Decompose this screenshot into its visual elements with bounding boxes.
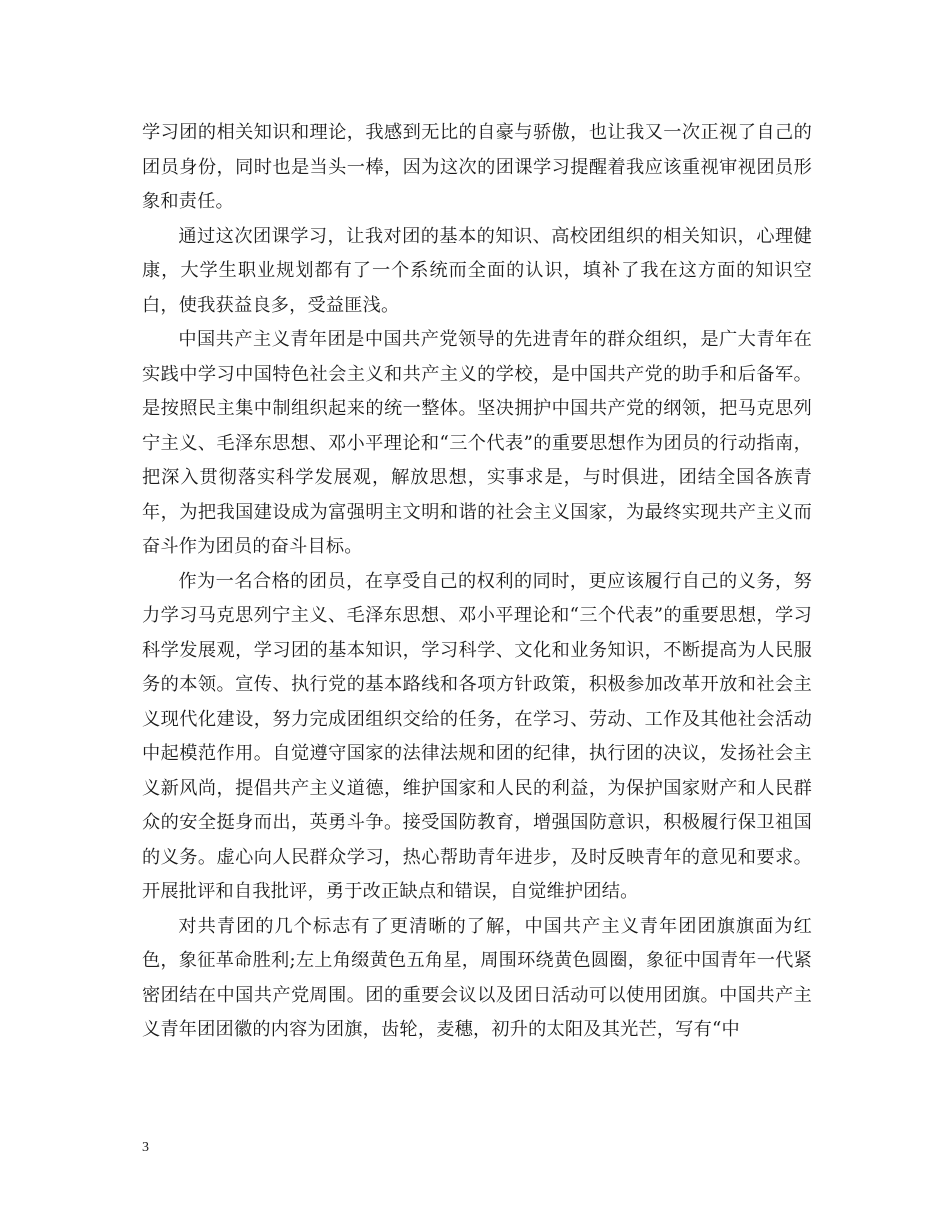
paragraph-3: 中国共产主义青年团是中国共产党领导的先进青年的群众组织，是广大青年在实践中学习中国特色社会主义和共产主义的学校，是中国共产党的助手和后备军。是按照民主集中制组织起来的统一整体。坚决拥护中国共产党的纲领，把马克思列宁主义、毛泽东思想、邓小平理论和“三个代表”的重要思想作为团员的行动指南，把深入贯彻落实科学发展观，解放思想，实事求是，与时俱进，团结全国各族青年，为把我国建设成为富强明主文明和谐的社会主义国家，为最终实现共产主义而奋斗作为团员的奋斗目标。 (142, 329, 812, 557)
page-number: 3 (142, 1140, 149, 1155)
paragraph-1: 学习团的相关知识和理论，我感到无比的自豪与骄傲，也让我又一次正视了自己的团员身份，同时也是当头一棒，因为这次的团课学习提醒着我应该重视审视团员形象和责任。 (142, 122, 812, 212)
paragraph-2: 通过这次团课学习，让我对团的基本的知识、高校团组织的相关知识，心理健康，大学生职业规划都有了一个系统而全面的认识，填补了我在这方面的知识空白，使我获益良多，受益匪浅。 (142, 225, 812, 316)
paragraph-5: 对共青团的几个标志有了更清晰的了解，中国共产主义青年团团旗旗面为红色，象征革命胜利;左上角缀黄色五角星，周围环绕黄色圆圈，象征中国青年一代紧密团结在中国共产党周围。团的重要会议以及团日活动可以使用团旗。中国共产主义青年团团徽的内容为团旗，齿轮，麦穗，初升的太阳及其光芒，写有“中 (142, 915, 812, 1040)
document-body (142, 116, 812, 1048)
paragraph-4: 作为一名合格的团员，在享受自己的权利的同时，更应该履行自己的义务，努力学习马克思列宁主义、毛泽东思想、邓小平理论和“三个代表”的重要思想，学习科学发展观，学习团的基本知识，学习科学、文化和业务知识，不断提高为人民服务的本领。宣传、执行党的基本路线和各项方针政策，积极参加改革开放和社会主义现代化建设，努力完成团组织交给的任务，在学习、劳动、工作及其他社会活动中起模范作用。自觉遵守国家的法律法规和团的纪律，执行团的决议，发扬社会主义新风尚，提倡共产主义道德，维护国家和人民的利益，为保护国家财产和人民群众的安全挺身而出，英勇斗争。接受国防教育，增强国防意识，积极履行保卫祖国的义务。虚心向人民群众学习，热心帮助青年进步，及时反映青年的意见和要求。开展批评和自我批评，勇于改正缺点和错误，自觉维护团结。 (142, 570, 812, 902)
